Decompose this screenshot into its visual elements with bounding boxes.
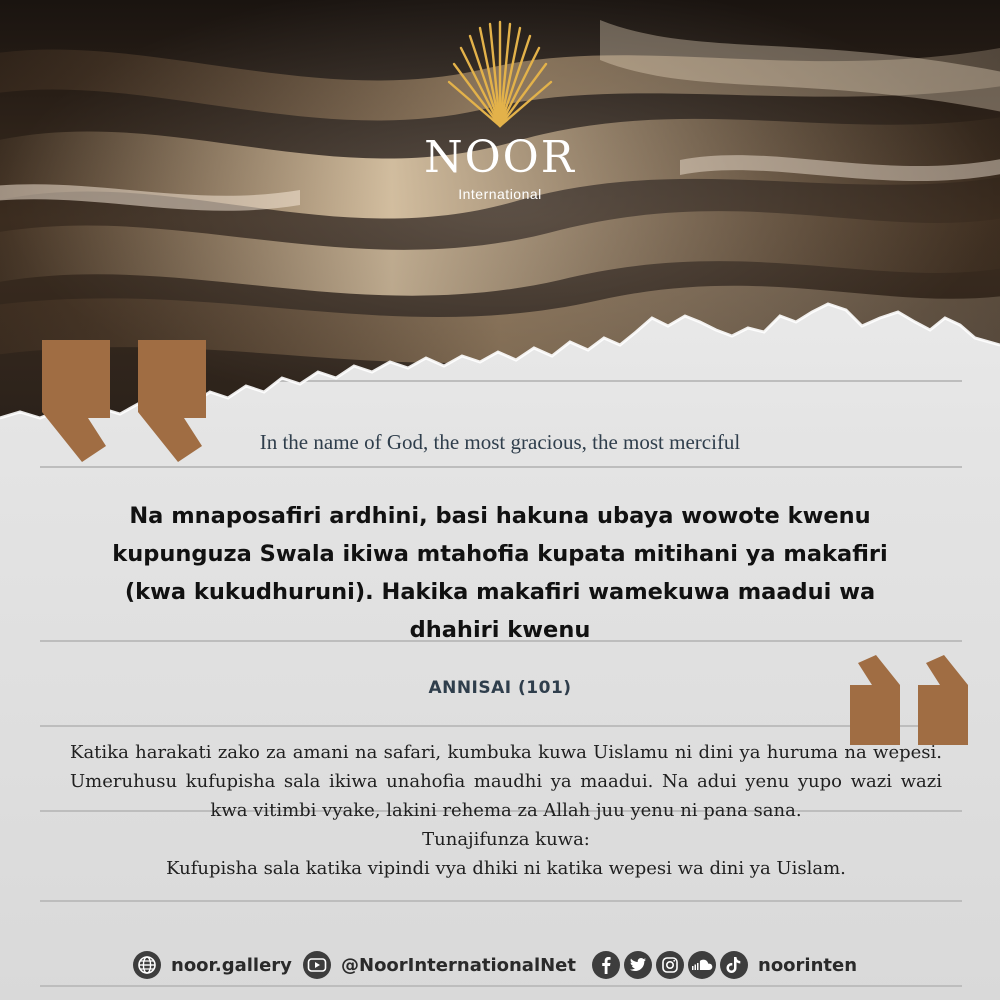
instagram-icon[interactable] — [656, 951, 684, 979]
website-text: noor.gallery — [171, 954, 292, 976]
soundcloud-icon[interactable] — [688, 951, 716, 979]
verse-text: Na mnaposafiri ardhini, basi hakuna ubaya wowote kwenu kupunguza Swala ikiwa mtahofia kupata mitihani ya makafiri (kwa kukudhuruni). Hakika makafiri wamekuwa maadui wa dhahiri kwenu — [112, 503, 888, 643]
ruled-line — [40, 725, 962, 727]
youtube-link[interactable] — [303, 948, 576, 982]
social-handle: noorinten — [758, 954, 858, 976]
reflection-paragraph: Katika harakati zako za amani na safari, kumbuka kuwa Uislamu ni dini ya huruma na wepesi. Umeruhusu kufupisha sala ikiwa unahofia maudhi ya maadui. Na adui yenu yupo wazi wazi kwa vitimbi vyake, lakini rehema za Allah juu yenu ni pana sana. — [70, 742, 942, 821]
sunburst-icon — [445, 18, 555, 130]
website-link[interactable] — [133, 948, 292, 982]
tiktok-icon[interactable] — [720, 951, 748, 979]
ruled-line — [40, 985, 962, 987]
verse-reference: ANNISAI (101) — [428, 678, 572, 698]
reflection-block — [70, 738, 942, 883]
twitter-icon[interactable] — [624, 951, 652, 979]
ruled-line — [40, 466, 962, 468]
youtube-icon — [303, 951, 331, 979]
bismillah-text: In the name of God, the most gracious, the most merciful — [259, 430, 741, 454]
brand-name: NOOR — [424, 132, 576, 183]
ruled-line — [40, 900, 962, 902]
brand-subtitle: International — [458, 186, 542, 202]
footer — [0, 948, 1000, 984]
lesson-heading: Tunajifunza kuwa: — [422, 829, 590, 850]
brand-logo — [0, 18, 1000, 202]
youtube-handle: @NoorInternationalNet — [341, 954, 576, 976]
globe-icon — [133, 951, 161, 979]
social-links — [592, 948, 857, 982]
close-quote-icon — [848, 655, 970, 745]
lesson-text: Kufupisha sala katika vipindi vya dhiki ni katika wepesi wa dini ya Uislam. — [166, 858, 846, 879]
facebook-icon[interactable] — [592, 951, 620, 979]
